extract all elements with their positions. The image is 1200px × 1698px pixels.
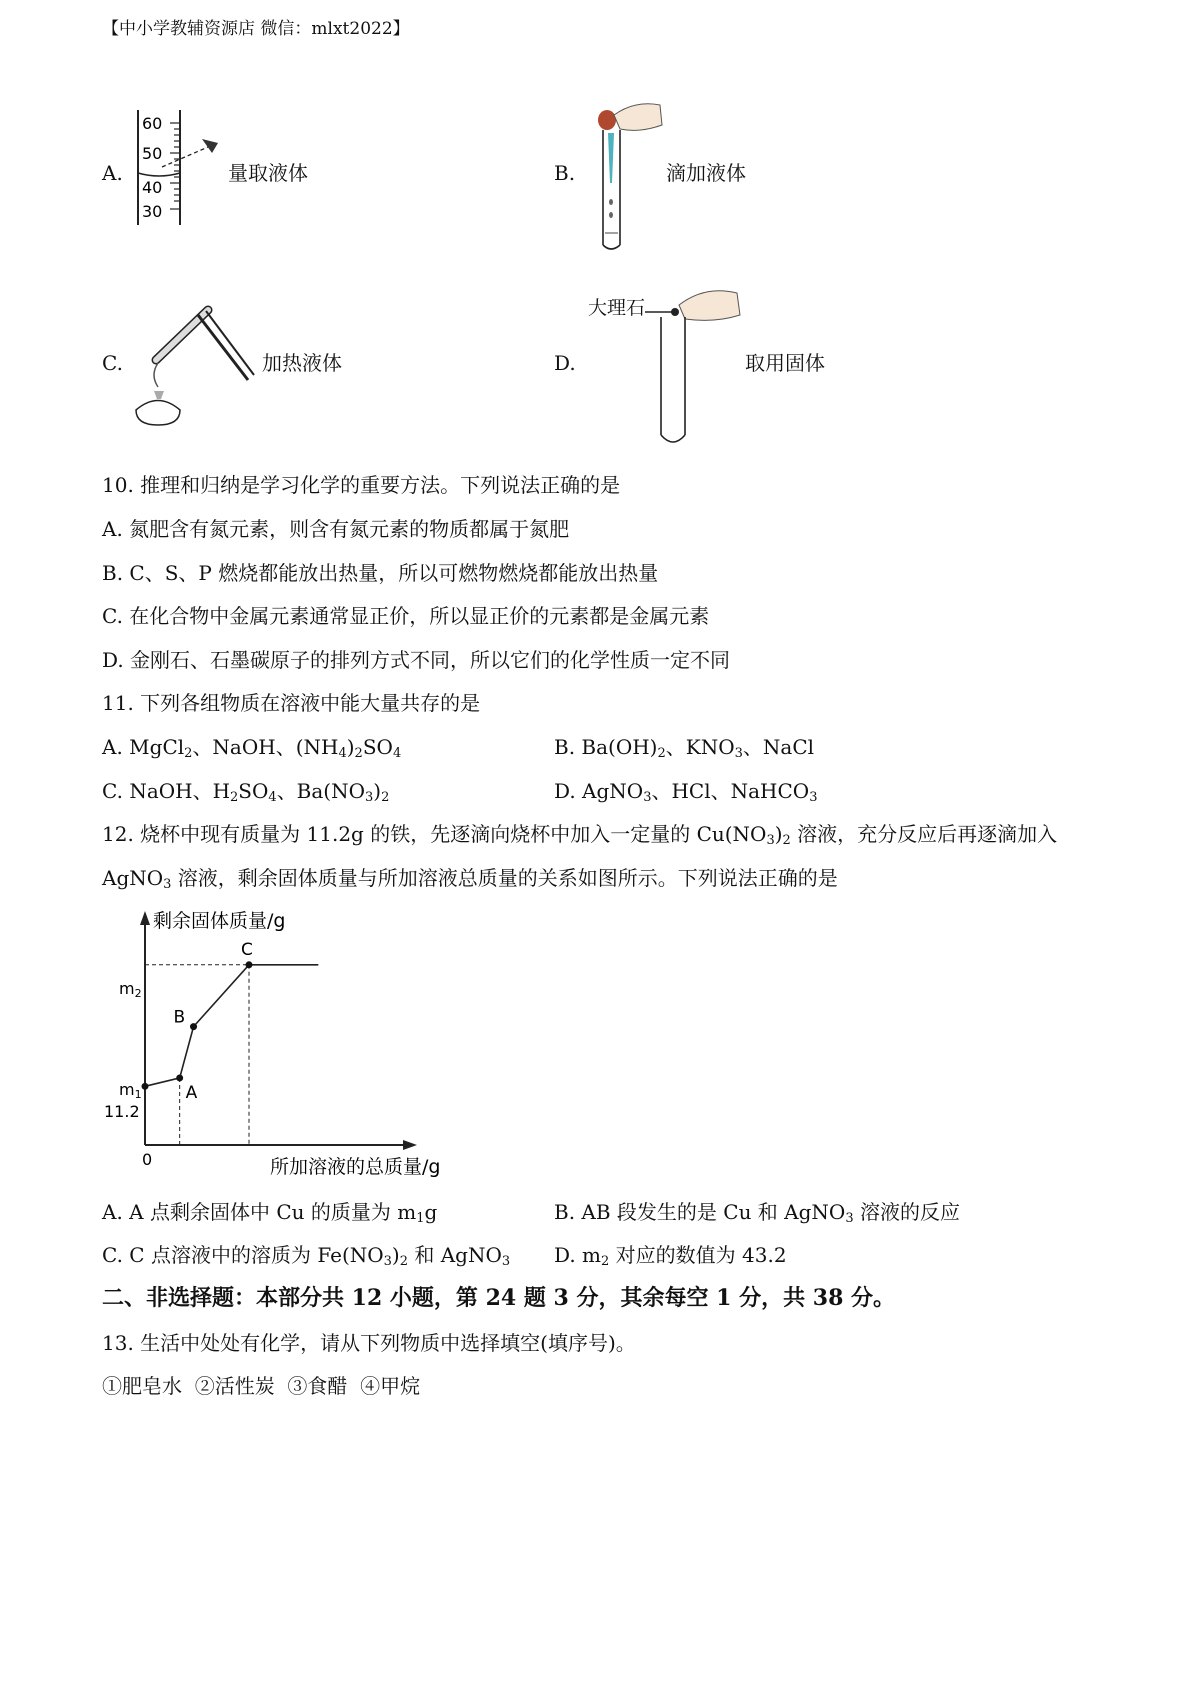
origin-label: 0 — [142, 1150, 153, 1169]
q12-option-b: B. AB 段发生的是 Cu 和 AgNO$_3$ 溶液的反应 — [554, 1200, 960, 1226]
q9-option-a-letter: A. — [102, 161, 123, 185]
q9-option-b-caption: 滴加液体 — [666, 161, 746, 185]
q10-option-d: D. 金刚石、石墨碳原子的排列方式不同，所以它们的化学性质一定不同 — [102, 648, 731, 672]
point-label-C: C — [241, 939, 253, 960]
x-axis-arrow — [403, 1140, 417, 1150]
cylinder-mark-40: 40 — [142, 178, 163, 197]
q11-option-b: B. $Ba(OH)_2$、$KNO_3$、NaCl — [554, 735, 815, 761]
marble-test-tube-illustration — [645, 285, 745, 450]
y-axis-arrow — [140, 911, 150, 925]
series-line — [145, 965, 318, 1087]
q13-options: ①肥皂水 ②活性炭 ③食醋 ④甲烷 — [102, 1374, 421, 1398]
data-point-start — [142, 1083, 149, 1090]
q11-option-d: D. AgNO$_3$、HCl、NaHCO$_3$ — [554, 779, 818, 805]
q9-option-a-caption: 量取液体 — [228, 161, 308, 185]
q13-stem: 13. 生活中处处有化学，请从下列物质中选择填空(填序号)。 — [102, 1331, 636, 1355]
q9-option-d-caption: 取用固体 — [745, 351, 825, 375]
point-label-B: B — [173, 1007, 186, 1028]
marble-label: 大理石 — [588, 297, 646, 319]
data-point-B — [190, 1023, 197, 1030]
mass-graph — [90, 895, 470, 1195]
data-point-A — [176, 1074, 183, 1081]
q10-stem: 10. 推理和归纳是学习化学的重要方法。下列说法正确的是 — [102, 473, 621, 497]
q9-option-b-letter: B. — [554, 161, 576, 185]
section-2-heading: 二、非选择题：本部分共 12 小题，第 24 题 3 分，其余每空 1 分，共 38 分。 — [102, 1285, 896, 1311]
q11-option-a: A. MgCl$_2$、NaOH、$(NH_4)_2SO_4$ — [102, 735, 402, 761]
q11-stem: 11. 下列各组物质在溶液中能大量共存的是 — [102, 691, 481, 715]
dropper-test-tube-illustration — [580, 95, 670, 255]
cylinder-mark-60: 60 — [142, 114, 163, 133]
q10-option-b: B. C、S、P 燃烧都能放出热量，所以可燃物燃烧都能放出热量 — [102, 561, 659, 585]
cylinder-mark-50: 50 — [142, 144, 163, 163]
q9-option-d-letter: D. — [554, 351, 576, 375]
point-label-A: A — [185, 1082, 198, 1103]
q9-option-c-letter: C. — [102, 351, 123, 375]
y-axis-label: 剩余固体质量/g — [153, 910, 286, 932]
q12-option-c: C. C 点溶液中的溶质为 $Fe(NO_3)_2$ 和 AgNO$_3$ — [102, 1243, 511, 1269]
q12-option-d: D. $m_2$ 对应的数值为 43.2 — [554, 1243, 787, 1269]
data-point-C — [246, 961, 253, 968]
q10-option-a: A. 氮肥含有氮元素，则含有氮元素的物质都属于氮肥 — [102, 517, 570, 541]
page-header: 【中小学教辅资源店 微信：mlxt2022】 — [102, 19, 410, 39]
y-tick-m1: m1 — [119, 1080, 142, 1101]
q10-option-c: C. 在化合物中金属元素通常显正价，所以显正价的元素都是金属元素 — [102, 604, 710, 628]
q12-stem-line2: AgNO$_3$ 溶液，剩余固体质量与所加溶液总质量的关系如图所示。下列说法正确的是 — [102, 866, 838, 892]
measuring-cylinder-illustration — [120, 105, 230, 230]
q12-option-a: A. A 点剩余固体中 Cu 的质量为 $m_1g$ — [102, 1200, 438, 1226]
cylinder-mark-30: 30 — [142, 202, 163, 221]
x-axis-label: 所加溶液的总质量/g — [270, 1156, 441, 1178]
heating-liquid-illustration — [128, 295, 258, 430]
q12-stem-line1: 12. 烧杯中现有质量为 11.2g 的铁，先逐滴向烧杯中加入一定量的 $Cu(NO_3)_2$ 溶液，充分反应后再逐滴加入 — [102, 822, 1058, 848]
q9-option-c-caption: 加热液体 — [262, 351, 342, 375]
y-tick-m2: m2 — [119, 979, 142, 1000]
q11-option-c: C. NaOH、$H_2SO_4$、$Ba(NO_3)_2$ — [102, 779, 390, 805]
y-tick-11-2: 11.2 — [104, 1102, 140, 1121]
